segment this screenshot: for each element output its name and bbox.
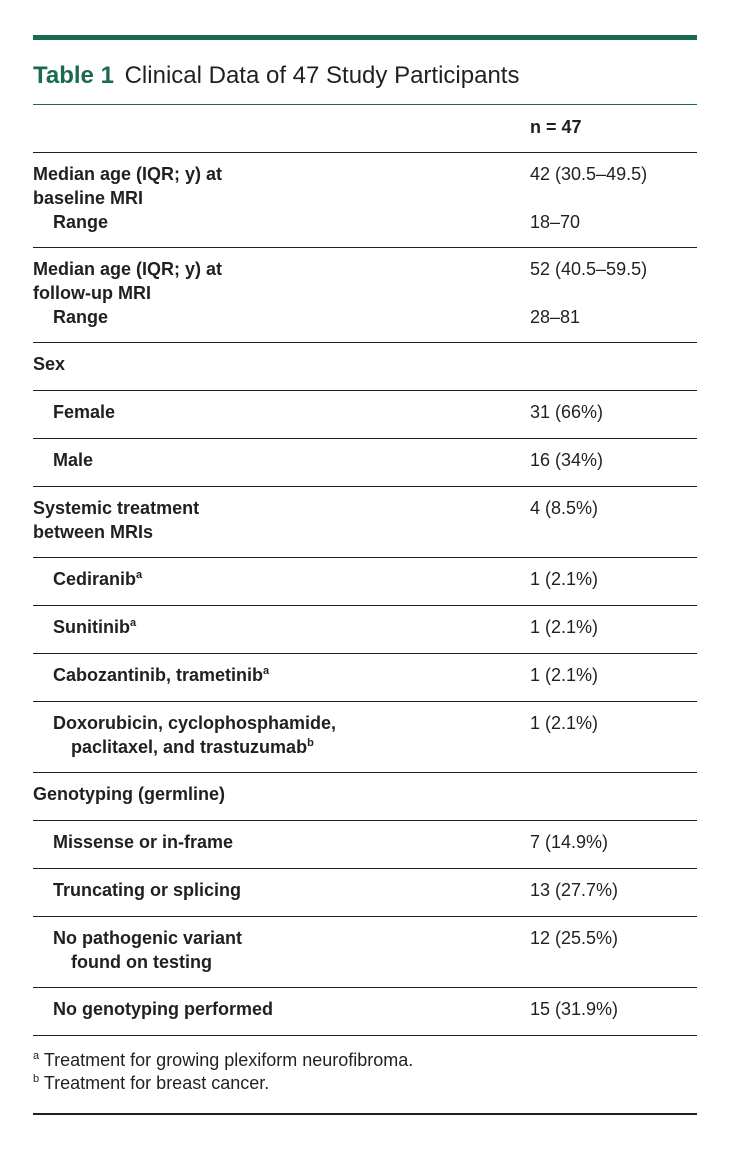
table-row-cediranib	[33, 558, 697, 606]
row-value: 31 (66%)	[530, 402, 604, 422]
row-label: Male	[53, 450, 94, 470]
row-value: 1 (2.1%)	[530, 713, 599, 733]
row-sub-value: 28–81	[530, 307, 581, 327]
table-header-row	[33, 105, 697, 153]
row-sub-label: Range	[53, 307, 109, 327]
table-row-no-pathogenic-variant	[33, 917, 697, 988]
table-title: Clinical Data of 47 Study Participants	[124, 62, 520, 89]
table-row-age-baseline	[33, 153, 697, 248]
footnote-a: $^a$ Treatment for growing plexiform neurofibroma.	[33, 1050, 414, 1070]
row-label: Missense or in-frame	[53, 832, 234, 852]
row-value: 1 (2.1%)	[530, 617, 599, 637]
table-caption	[33, 61, 519, 91]
row-value: 13 (27.7%)	[530, 880, 619, 900]
row-value: 4 (8.5%)	[530, 498, 599, 518]
table-row-sunitinib	[33, 606, 697, 654]
footnote-b: $^b$ Treatment for breast cancer.	[33, 1073, 270, 1093]
row-label: Median age (IQR; y) at follow-up MRI	[33, 259, 223, 303]
data-table	[33, 105, 697, 1036]
table-row-age-followup	[33, 248, 697, 343]
table-row-truncating	[33, 869, 697, 917]
table-row-male	[33, 439, 697, 487]
footnote-mark: a	[263, 665, 270, 677]
row-label: No pathogenic variant found on testing	[53, 928, 243, 972]
row-value: 7 (14.9%)	[530, 832, 609, 852]
row-label: Sex	[33, 354, 66, 374]
table-row-missense	[33, 821, 697, 869]
table-row-doxorubicin	[33, 702, 697, 773]
row-label: Genotyping (germline)	[33, 784, 226, 804]
table-row-no-genotyping	[33, 988, 697, 1036]
footnote-mark: a	[129, 617, 137, 629]
table-row-female	[33, 391, 697, 439]
row-sub-value: 18–70	[530, 212, 581, 232]
table-footnotes	[33, 1049, 697, 1095]
row-value: 1 (2.1%)	[530, 569, 599, 589]
column-header: n = 47	[530, 117, 582, 137]
row-value: 1 (2.1%)	[530, 665, 599, 685]
table-row-genotyping	[33, 773, 697, 821]
table-row-cabozantinib	[33, 654, 697, 702]
row-label: No genotyping performed	[53, 999, 273, 1019]
row-value: 15 (31.9%)	[530, 999, 619, 1019]
footnote-mark: a	[136, 569, 143, 581]
row-label: Systemic treatment between MRIs	[33, 498, 200, 542]
row-label: Cediranib$^a$	[53, 569, 143, 589]
row-label: Sunitinib$^a$	[53, 617, 137, 637]
row-label: Truncating or splicing	[53, 880, 242, 900]
row-value: 42 (30.5–49.5)	[530, 164, 648, 184]
row-sub-label: Range	[53, 212, 109, 232]
row-value: 16 (34%)	[530, 450, 604, 470]
table-row-sex	[33, 343, 697, 391]
row-label: Cabozantinib, trametinib$^a$	[53, 665, 270, 685]
table-row-systemic-treatment	[33, 487, 697, 558]
row-value: 12 (25.5%)	[530, 928, 619, 948]
row-label: Doxorubicin, cyclophosphamide, paclitaxel, and trastuzumab$^b$	[53, 713, 337, 757]
footnote-mark: b	[307, 737, 314, 749]
top-rule	[33, 35, 697, 40]
row-label: Median age (IQR; y) at baseline MRI	[33, 164, 223, 208]
row-value: 52 (40.5–59.5)	[530, 259, 648, 279]
table-number: Table 1	[33, 62, 114, 89]
bottom-rule	[33, 1113, 697, 1115]
row-label: Female	[53, 402, 116, 422]
